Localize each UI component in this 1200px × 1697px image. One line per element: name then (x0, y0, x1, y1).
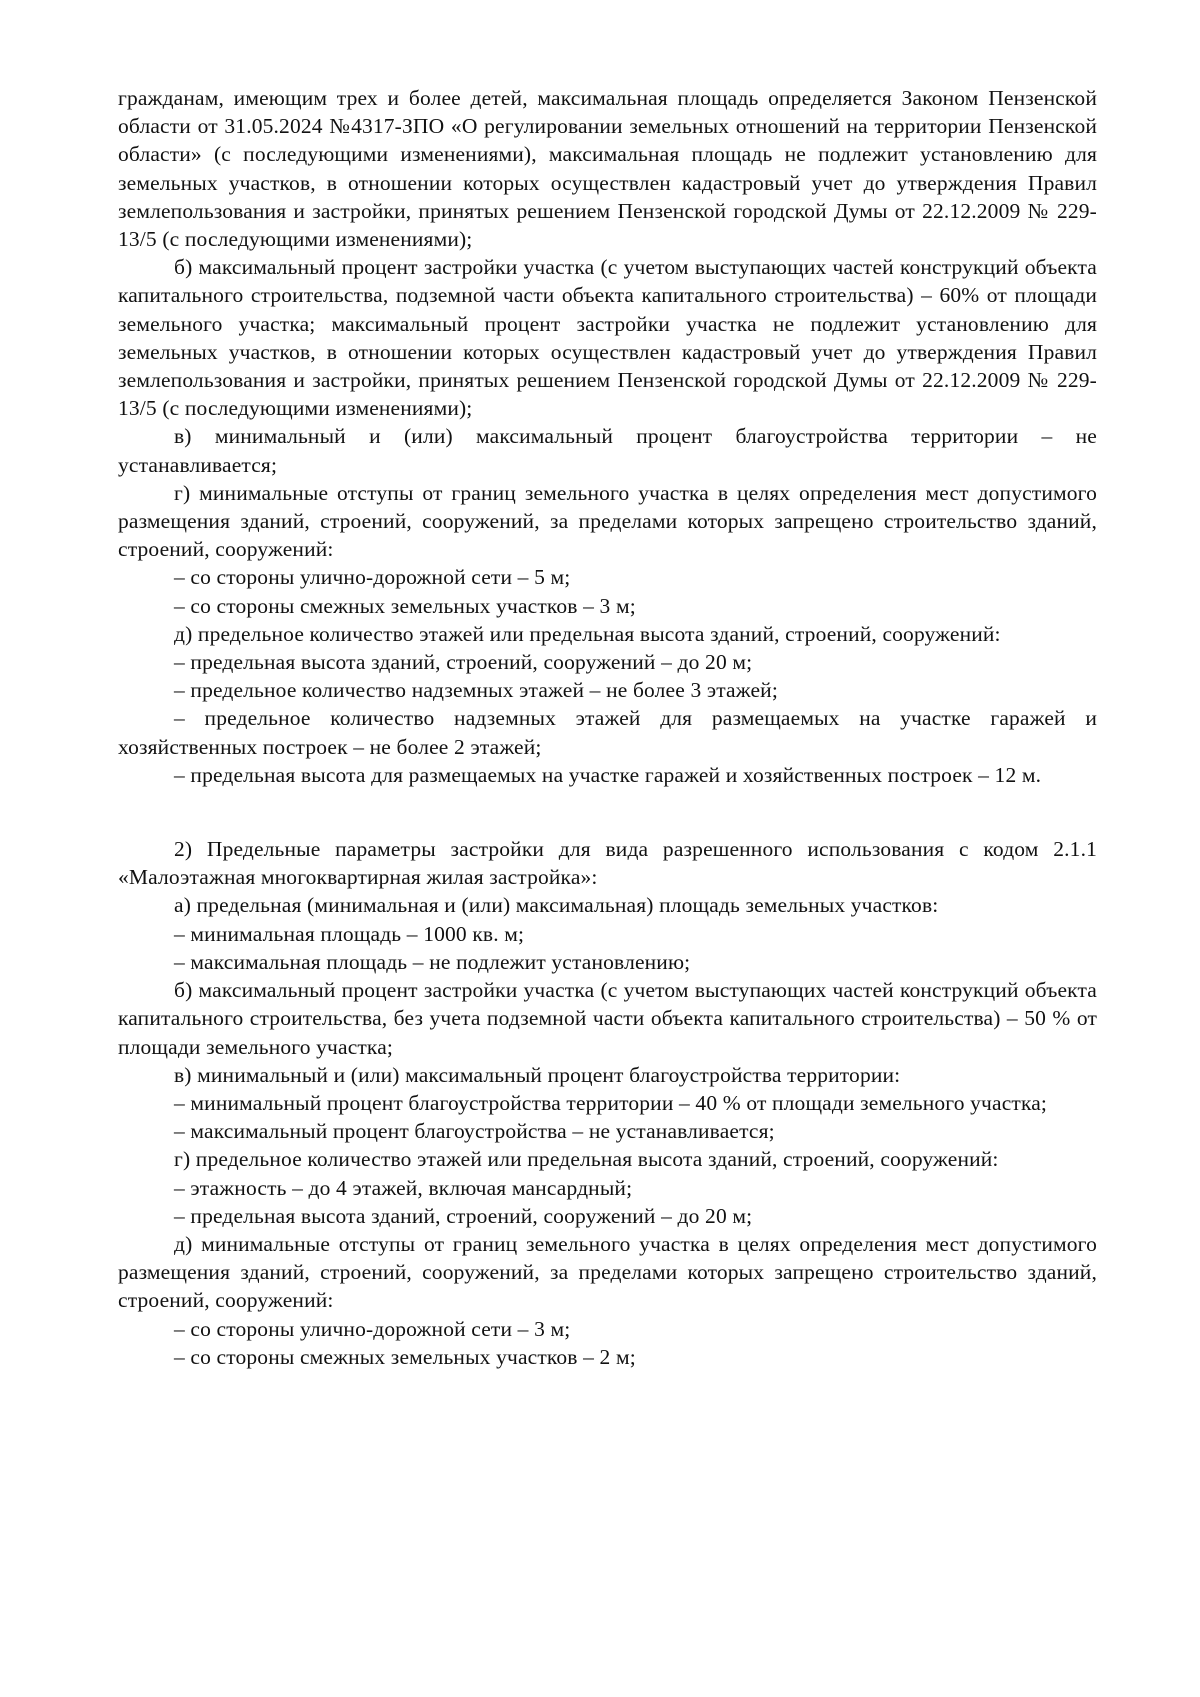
paragraph-continuation: гражданам, имеющим трех и более детей, максимальная площадь определяется Законом Пензенской области от 31.05.2024 №4317-ЗПО «О регулировании земельных отношений на территории Пензенской области» (с последующими изменениями), максимальная площадь не подлежит установлению для земельных участков, в отношении которых осуществлен кадастровый учет до утверждения Правил землепользования и застройки, принятых решением Пензенской городской Думы от 22.12.2009 № 229-13/5 (с последующими изменениями); (118, 86, 1097, 252)
paragraph-item-b: б) максимальный процент застройки участка (с учетом выступающих частей конструкций объекта капитального строительства, подземной части объекта капитального строительства) – 60% от площади земельного участка; максимальный процент застройки участка не подлежит установлению для земельных участков, в отношении которых осуществлен кадастровый учет до утверждения Правил землепользования и застройки, принятых решением Пензенской городской Думы от 22.12.2009 № 229-13/5 (с последующими изменениями); (118, 255, 1097, 421)
list-item: – максимальная площадь – не подлежит установлению; (174, 949, 691, 974)
paragraph-item-d: д) минимальные отступы от границ земельного участка в целях определения мест допустимого размещения зданий, строений, сооружений, за пределами которых запрещено строительство зданий, строений, сооружений: (118, 1231, 1097, 1313)
list-item: – предельная высота для размещаемых на участке гаражей и хозяйственных построек – 12 м. (174, 762, 1042, 787)
list-item: – со стороны улично-дорожной сети – 5 м; (174, 565, 571, 590)
list-item: – предельная высота зданий, строений, сооружений – до 20 м; (174, 650, 753, 675)
list-item: – со стороны смежных земельных участков – 2 м; (174, 1344, 636, 1369)
list-item: – предельное количество надземных этажей для размещаемых на участке гаражей и хозяйственных построек – не более 2 этажей; (118, 706, 1097, 759)
list-item: – со стороны смежных земельных участков – 3 м; (174, 593, 636, 618)
list-item: – максимальный процент благоустройства – не устанавливается; (174, 1119, 775, 1144)
list-item: – минимальный процент благоустройства территории – 40 % от площади земельного участка; (174, 1090, 1048, 1115)
paragraph-item-v: в) минимальный и (или) максимальный процент благоустройства территории – не устанавливается; (118, 424, 1097, 477)
section-spacer (118, 789, 1097, 835)
paragraph-item-g: г) минимальные отступы от границ земельного участка в целях определения мест допустимого размещения зданий, строений, сооружений, за пределами которых запрещено строительство зданий, строений, сооружений: (118, 480, 1097, 562)
section-heading-2: 2) Предельные параметры застройки для вида разрешенного использования с кодом 2.1.1 «Малоэтажная многоквартирная жилая застройка»: (118, 837, 1097, 890)
list-item: – предельная высота зданий, строений, сооружений – до 20 м; (174, 1203, 753, 1228)
paragraph-item-b: б) максимальный процент застройки участка (с учетом выступающих частей конструкций объекта капитального строительства, без учета подземной части объекта капитального строительства) – 50 % от площади земельного участка; (118, 978, 1097, 1059)
list-item: – предельное количество надземных этажей – не более 3 этажей; (174, 678, 778, 703)
paragraph-item-v: в) минимальный и (или) максимальный процент благоустройства территории: (174, 1062, 901, 1087)
list-item: – со стороны улично-дорожной сети – 3 м; (174, 1316, 571, 1341)
list-item: – минимальная площадь – 1000 кв. м; (174, 921, 525, 946)
paragraph-item-a: а) предельная (минимальная и (или) максимальная) площадь земельных участков: (174, 893, 939, 918)
paragraph-item-d: д) предельное количество этажей или предельная высота зданий, строений, сооружений: (174, 621, 1001, 646)
list-item: – этажность – до 4 этажей, включая мансардный; (174, 1175, 633, 1200)
paragraph-item-g: г) предельное количество этажей или предельная высота зданий, строений, сооружений: (174, 1147, 999, 1172)
